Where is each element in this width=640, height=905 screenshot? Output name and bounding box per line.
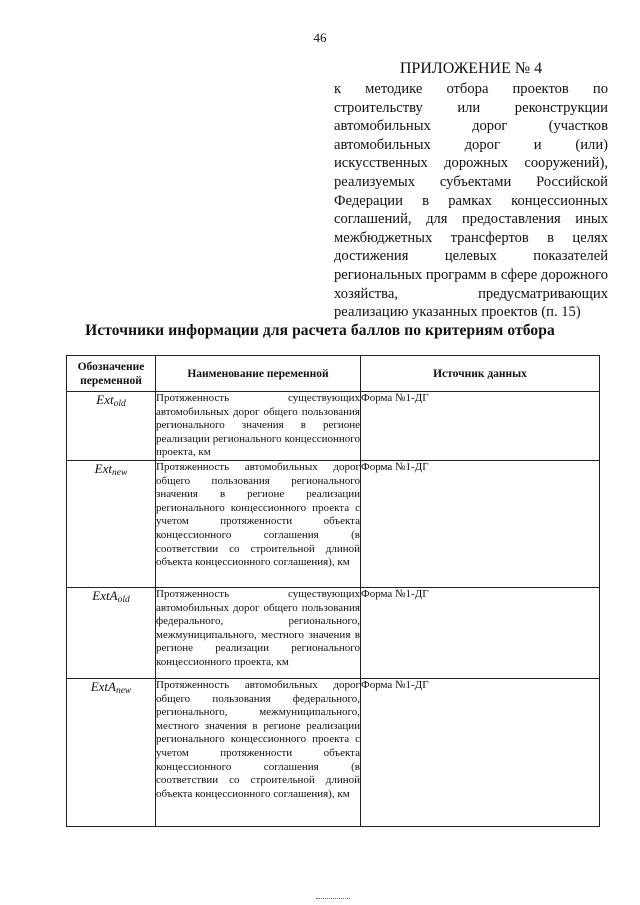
table-row xyxy=(67,678,600,826)
variable-name: Протяженность автомобильных дорог общего пользования регионального значения в регионе реализации регионального концессионного проекта с учетом протяженности объекта концессионного соглашения (в соответствии со строительной длиной объекта концессионного соглашения), км xyxy=(156,460,361,587)
variable-symbol xyxy=(67,392,156,461)
variable-symbol xyxy=(67,678,156,826)
page-number: 46 xyxy=(313,30,327,45)
variable-base: ExtA xyxy=(90,678,116,694)
table-row xyxy=(67,460,600,587)
variable-symbol xyxy=(67,587,156,678)
table-header-row xyxy=(67,356,600,392)
variable-subscript: new xyxy=(115,685,132,696)
appendix-description: к методике отбора проектов по строительству или реконструкции автомобильных дорог (участков автомобильных дорог и (или) искусственных дорожных сооружений), реализуемых субъектами Российской Федерации в рамках концессионных соглашений, для предоставления иных межбюджетных трансфертов в целях достижения целевых показателей региональных программ в сфере дорожного хозяйства, предусматривающих реализацию указанных проектов (п. 15) xyxy=(334,81,608,321)
header-name: Наименование переменной xyxy=(156,356,361,392)
sources-table xyxy=(66,355,600,827)
appendix-block xyxy=(334,60,608,322)
table-row xyxy=(67,587,600,678)
variable-base: ExtA xyxy=(92,587,118,603)
variable-name: Протяженность автомобильных дорог общего пользования федерального, регионального, межмуниципального, местного значения в регионе реализации регионального концессионного проекта с учетом протяженности объекта концессионного соглашения (в соответствии со строительной длиной объекта концессионного соглашения), км xyxy=(156,678,361,826)
header-source: Источник данных xyxy=(361,356,600,392)
data-source: Форма №1-ДГ xyxy=(361,587,600,678)
table-row xyxy=(67,392,600,461)
header-variable: Обозначение переменной xyxy=(67,356,156,392)
appendix-title: ПРИЛОЖЕНИЕ № 4 xyxy=(399,60,543,77)
data-source: Форма №1-ДГ xyxy=(361,392,600,461)
variable-name: Протяженность существующих автомобильных дорог общего пользования регионального значения в регионе реализации регионального концессионного проекта, км xyxy=(156,392,361,461)
variable-subscript: old xyxy=(113,399,126,409)
data-source: Форма №1-ДГ xyxy=(361,678,600,826)
variable-subscript: old xyxy=(117,594,130,605)
data-source: Форма №1-ДГ xyxy=(361,460,600,587)
variable-subscript: new xyxy=(112,467,128,478)
page-bottom-mark xyxy=(316,898,350,899)
variable-base: Ext xyxy=(96,392,114,407)
variable-symbol xyxy=(67,460,156,587)
variable-base: Ext xyxy=(94,460,112,476)
document-title: Источники информации для расчета баллов по критериям отбора xyxy=(85,322,555,339)
variable-name: Протяженность существующих автомобильных дорог общего пользования федерального, регионального, межмуниципального, местного значения в регионе реализации регионального концессионного проекта, км xyxy=(156,587,361,678)
